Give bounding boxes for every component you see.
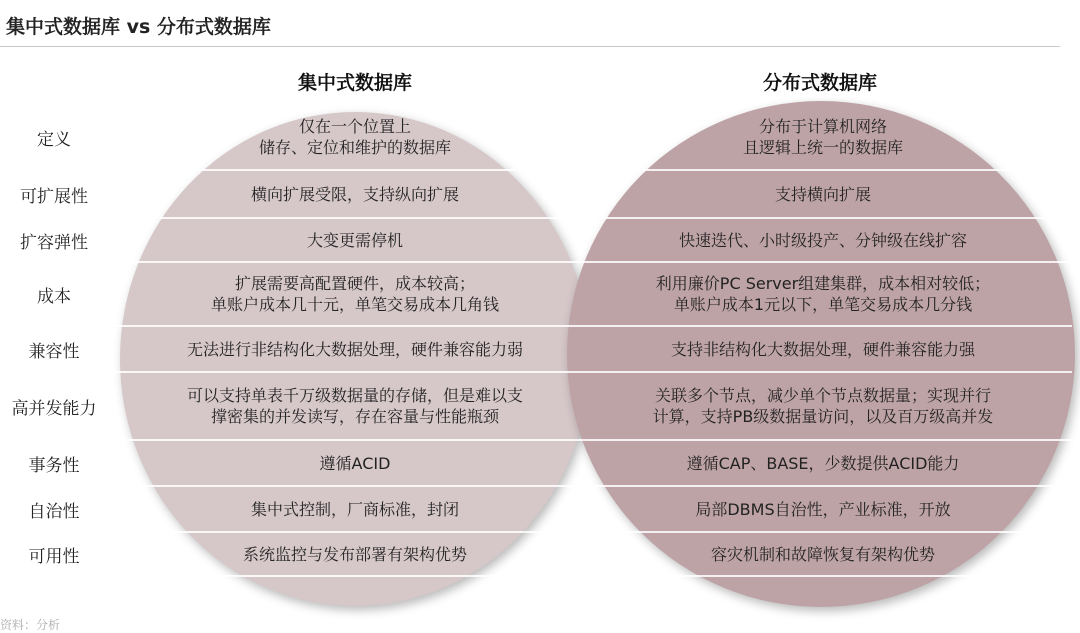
row-label: 自治性 — [28, 501, 80, 522]
row-label: 成本 — [37, 286, 71, 307]
cell-line: 支持非结构化大数据处理，硬件兼容能力强 — [670, 339, 975, 359]
column-header-centralized: 集中式数据库 — [297, 72, 412, 94]
row-label: 兼容性 — [28, 341, 80, 362]
cell-centralized — [136, 262, 574, 326]
row-label: 定义 — [37, 129, 71, 150]
cell-centralized — [136, 440, 574, 486]
cell-line: 单账户成本几十元，单笔交易成本几角钱 — [210, 295, 499, 314]
cell-line: 利用廉价PC Server组建集群，成本相对较低； — [655, 274, 991, 293]
cell-line: 集中式控制，厂商标准，封闭 — [250, 499, 459, 519]
cell-line: 横向扩展受限，支持纵向扩展 — [250, 184, 459, 204]
cell-centralized — [136, 170, 574, 218]
page-title: 集中式数据库 vs 分布式数据库 — [6, 16, 271, 38]
cell-line: 快速迭代、小时级投产、分钟级在线扩容 — [678, 230, 967, 250]
cell-centralized — [136, 532, 574, 576]
source-note: 资料：分析 — [0, 618, 61, 632]
cell-line: 无法进行非结构化大数据处理，硬件兼容能力弱 — [186, 339, 523, 359]
row-label: 可用性 — [28, 546, 80, 567]
cell-line: 遵循ACID — [319, 453, 391, 473]
cell-distributed — [592, 170, 1054, 218]
row-label: 扩容弹性 — [20, 232, 88, 253]
cell-centralized — [136, 486, 574, 532]
cell-line: 分布于计算机网络 — [758, 117, 887, 136]
cell-line: 遵循CAP、BASE，少数提供ACID能力 — [686, 453, 960, 473]
cell-distributed — [592, 326, 1054, 372]
cell-centralized — [136, 218, 574, 262]
cell-distributed — [592, 372, 1054, 440]
cell-distributed — [592, 440, 1054, 486]
cell-line: 可以支持单表千万级数据量的存储，但是难以支 — [186, 386, 523, 405]
cell-distributed — [592, 486, 1054, 532]
cell-line: 系统监控与发布部署有架构优势 — [242, 544, 467, 564]
row-label: 可扩展性 — [20, 186, 88, 207]
cell-centralized — [136, 104, 574, 170]
cell-distributed — [592, 218, 1054, 262]
row-label: 高并发能力 — [11, 398, 97, 419]
cell-line: 且逻辑上统一的数据库 — [742, 138, 903, 157]
cell-line: 局部DBMS自治性，产业标准，开放 — [695, 499, 951, 519]
cell-line: 仅在一个位置上 — [298, 117, 411, 136]
cell-line: 容灾机制和故障恢复有架构优势 — [710, 544, 935, 564]
cell-line: 大变更需停机 — [306, 230, 403, 250]
cell-line: 支持横向扩展 — [774, 184, 871, 204]
title-divider — [0, 46, 1060, 47]
cell-centralized — [136, 326, 574, 372]
cell-distributed — [592, 262, 1054, 326]
cell-line: 关联多个节点，减少单个节点数据量；实现并行 — [654, 386, 991, 405]
cell-centralized — [136, 372, 574, 440]
cell-line: 储存、定位和维护的数据库 — [258, 138, 451, 157]
row-label: 事务性 — [28, 455, 80, 476]
cell-line: 计算，支持PB级数据量访问，以及百万级高并发 — [652, 407, 994, 426]
cell-distributed — [592, 104, 1054, 170]
cell-distributed — [592, 532, 1054, 576]
cell-line: 扩展需要高配置硬件，成本较高； — [234, 274, 475, 293]
cell-line: 单账户成本1元以下，单笔交易成本几分钱 — [673, 295, 973, 314]
cell-line: 撑密集的并发读写，存在容量与性能瓶颈 — [210, 407, 499, 426]
column-header-distributed: 分布式数据库 — [762, 72, 877, 94]
